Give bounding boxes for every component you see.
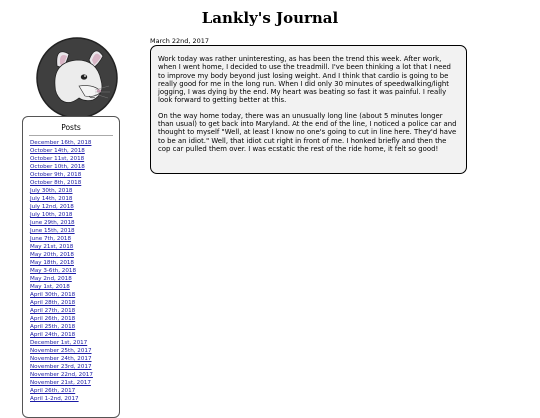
post-link[interactable]: October 8th, 2018	[30, 180, 82, 186]
post-list-item	[30, 203, 119, 211]
post-link[interactable]: May 20th, 2018	[30, 252, 74, 258]
entry-paragraph: Work today was rather uninteresting, as has been the trend this week. After work, when I went home, I decided to use the treadmill. I've been thinking a lot that I need to improve my body beyond just losing weight. And I think that cardio is going to be really good for me in the long run. When I did only 30 minutes of speedwalking/light jogging, I was dying by the end. My heart was beating so fast it was painful. I really look forward to getting better at this.	[158, 55, 451, 105]
posts-list	[23, 139, 119, 403]
post-list-item	[30, 227, 119, 235]
rat-avatar-icon	[35, 36, 119, 120]
post-list-item	[30, 211, 119, 219]
post-link[interactable]: April 1-2nd, 2017	[30, 396, 79, 402]
post-list-item	[30, 387, 119, 395]
post-list-item	[30, 187, 119, 195]
post-list-item	[30, 283, 119, 291]
post-link[interactable]: June 7th, 2018	[30, 236, 72, 242]
post-link[interactable]: November 21st, 2017	[30, 380, 91, 386]
post-link[interactable]: May 21st, 2018	[30, 244, 74, 250]
entry-date: March 22nd, 2017	[150, 37, 210, 45]
post-link[interactable]: November 24th, 2017	[30, 356, 92, 362]
post-list-item	[30, 363, 119, 371]
entry-paragraph: On the way home today, there was an unusually long line (about 5 minutes longer than usual) to get back into Maryland. At the end of the line, I noticed a police car and thought to myself "Well, at least I know no one's going to cut in line here. They'd have to be an idiot." Well, that idiot cut right in front of me. I honked briefly and then the cop car pulled them over. I was ecstatic the rest of the ride home, it felt so good!	[158, 111, 457, 153]
post-link[interactable]: July 30th, 2018	[30, 188, 73, 194]
post-link[interactable]: December 1st, 2017	[30, 340, 88, 346]
post-link[interactable]: May 1st, 2018	[30, 284, 70, 290]
post-link[interactable]: April 24th, 2018	[30, 332, 76, 338]
post-link[interactable]: July 14th, 2018	[30, 196, 73, 202]
post-list-item	[30, 307, 119, 315]
post-list-item	[30, 267, 119, 275]
post-list-item	[30, 171, 119, 179]
posts-heading: Posts	[29, 123, 113, 136]
post-list-item	[30, 251, 119, 259]
post-link[interactable]: April 28th, 2018	[30, 300, 76, 306]
post-list-item	[30, 395, 119, 403]
post-link[interactable]: October 10th, 2018	[30, 164, 85, 170]
post-list-item	[30, 331, 119, 339]
post-link[interactable]: November 25th, 2017	[30, 348, 92, 354]
post-list-item	[30, 315, 119, 323]
post-link[interactable]: April 26th, 2017	[30, 388, 76, 394]
post-link[interactable]: May 3-6th, 2018	[30, 268, 77, 274]
post-link[interactable]: July 10th, 2018	[30, 212, 73, 218]
post-link[interactable]: May 18th, 2018	[30, 260, 74, 266]
post-list-item	[30, 235, 119, 243]
post-list-item	[30, 147, 119, 155]
post-list-item	[30, 179, 119, 187]
post-list-item	[30, 299, 119, 307]
post-link[interactable]: November 22nd, 2017	[30, 372, 93, 378]
post-link[interactable]: April 25th, 2018	[30, 324, 76, 330]
post-link[interactable]: December 16th, 2018	[30, 140, 92, 146]
post-link[interactable]: June 15th, 2018	[30, 228, 75, 234]
post-list-item	[30, 291, 119, 299]
post-link[interactable]: June 29th, 2018	[30, 220, 75, 226]
post-list-item	[30, 243, 119, 251]
post-list-item	[30, 371, 119, 379]
post-link[interactable]: April 30th, 2018	[30, 292, 76, 298]
post-list-item	[30, 139, 119, 147]
post-list-item	[30, 347, 119, 355]
post-link[interactable]: April 27th, 2018	[30, 308, 76, 314]
post-list-item	[30, 219, 119, 227]
site-title: Lankly's Journal	[201, 9, 339, 27]
post-list-item	[30, 155, 119, 163]
post-list-item	[30, 259, 119, 267]
post-link[interactable]: October 11st, 2018	[30, 156, 85, 162]
post-list-item	[30, 355, 119, 363]
post-list-item	[30, 339, 119, 347]
post-list-item	[30, 163, 119, 171]
post-link[interactable]: November 23rd, 2017	[30, 364, 92, 370]
avatar	[35, 36, 119, 120]
post-list-item	[30, 195, 119, 203]
post-link[interactable]: July 12nd, 2018	[30, 204, 74, 210]
post-link[interactable]: October 14th, 2018	[30, 148, 85, 154]
post-link[interactable]: May 2nd, 2018	[30, 276, 72, 282]
journal-entry	[150, 45, 467, 174]
post-link[interactable]: October 9th, 2018	[30, 172, 82, 178]
post-link[interactable]: April 26th, 2018	[30, 316, 76, 322]
posts-panel	[22, 116, 120, 418]
post-list-item	[30, 275, 119, 283]
post-list-item	[30, 323, 119, 331]
post-list-item	[30, 379, 119, 387]
